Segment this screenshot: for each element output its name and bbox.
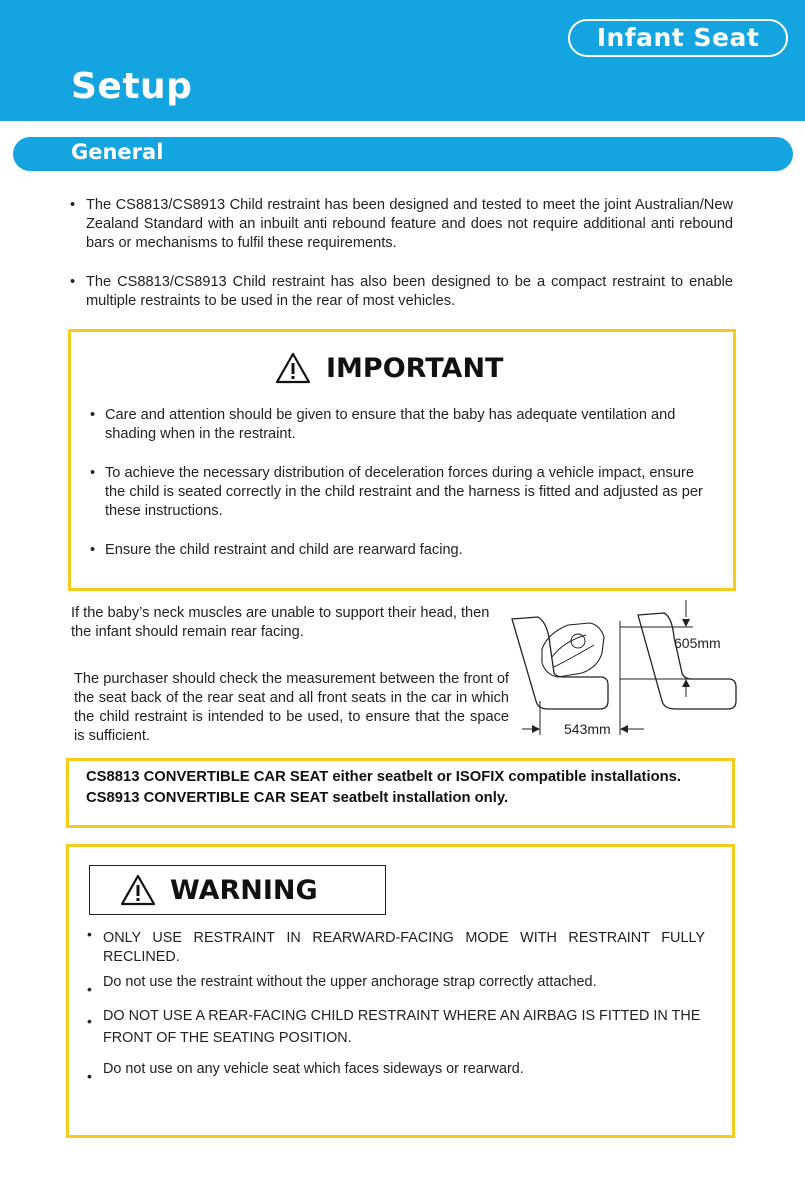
warning-triangle-icon xyxy=(275,352,311,384)
warning-heading xyxy=(89,865,386,915)
general-bullet xyxy=(70,196,733,253)
important-heading-text: IMPORTANT xyxy=(326,352,504,384)
important-item-text: To achieve the necessary distribution of deceleration forces during a vehicle impact, ensure the child is seated correctly in the child restraint and the harness is fitted and adjusted as per these instructions. xyxy=(105,465,703,519)
seat-spacing-diagram xyxy=(508,597,748,747)
important-item xyxy=(90,464,715,521)
purchaser-check-text: The purchaser should check the measurement between the front of the seat back of the rear seat and all front seats in the car in which the child restraint is intended to be used, to ensure that the space is sufficient. xyxy=(74,671,509,744)
bullet-glyph: • xyxy=(87,1013,92,1029)
page-header xyxy=(0,0,805,121)
general-bullet xyxy=(70,273,733,311)
general-bullet-text: The CS8813/CS8913 Child restraint has also been designed to be a compact restraint to enable multiple restraints to be used in the rear of most vehicles. xyxy=(86,274,733,309)
bullet-glyph: • xyxy=(90,465,96,481)
rear-seat-outline xyxy=(512,617,608,709)
general-bullet-text: The CS8813/CS8913 Child restraint has been designed and tested to meet the joint Australian/New Zealand Standard with an inbuilt anti rebound feature and does not require additional anti rebound bars or mechanisms to fulfil these requirements. xyxy=(86,197,733,251)
page-title: Setup xyxy=(71,66,193,107)
warning-triangle-icon xyxy=(120,874,156,906)
width-measurement-label: 543mm xyxy=(564,721,611,737)
important-item-text: Care and attention should be given to ensure that the baby has adequate ventilation and shading when in the restraint. xyxy=(105,407,676,442)
important-item-text: Ensure the child restraint and child are rearward facing. xyxy=(105,542,463,558)
section-bar xyxy=(13,137,793,171)
bullet-glyph: • xyxy=(87,981,92,997)
model-line-cs8913: CS8913 CONVERTIBLE CAR SEAT seatbelt installation only. xyxy=(86,790,509,806)
warning-item: Do not use on any vehicle seat which faces sideways or rearward. xyxy=(103,1061,524,1077)
bullet-glyph: • xyxy=(70,197,76,213)
bullet-glyph: • xyxy=(90,542,96,558)
warning-item: Do not use the restraint without the upper anchorage strap correctly attached. xyxy=(103,974,597,990)
warning-item: ONLY USE RESTRAINT IN REARWARD-FACING MODE WITH RESTRAINT FULLY RECLINED. xyxy=(103,930,705,965)
bullet-glyph: • xyxy=(70,274,76,290)
model-line-cs8813: CS8813 CONVERTIBLE CAR SEAT either seatbelt or ISOFIX compatible installations. xyxy=(86,769,682,785)
important-item xyxy=(90,541,715,560)
section-title: General xyxy=(71,140,164,164)
category-badge: Infant Seat xyxy=(568,19,788,57)
warning-item: DO NOT USE A REAR-FACING CHILD RESTRAINT WHERE AN AIRBAG IS FITTED IN THE FRONT OF THE SEATING POSITION. xyxy=(103,1008,701,1046)
neck-support-text: If the baby’s neck muscles are unable to support their head, then the infant should remain rear facing. xyxy=(71,605,490,640)
height-measurement-label: 605mm xyxy=(674,635,721,651)
important-heading xyxy=(275,351,503,385)
bullet-glyph: • xyxy=(87,926,92,942)
bullet-glyph: • xyxy=(87,1068,92,1084)
warning-heading-text: WARNING xyxy=(170,874,318,906)
important-item xyxy=(90,406,715,444)
bullet-glyph: • xyxy=(90,407,96,423)
